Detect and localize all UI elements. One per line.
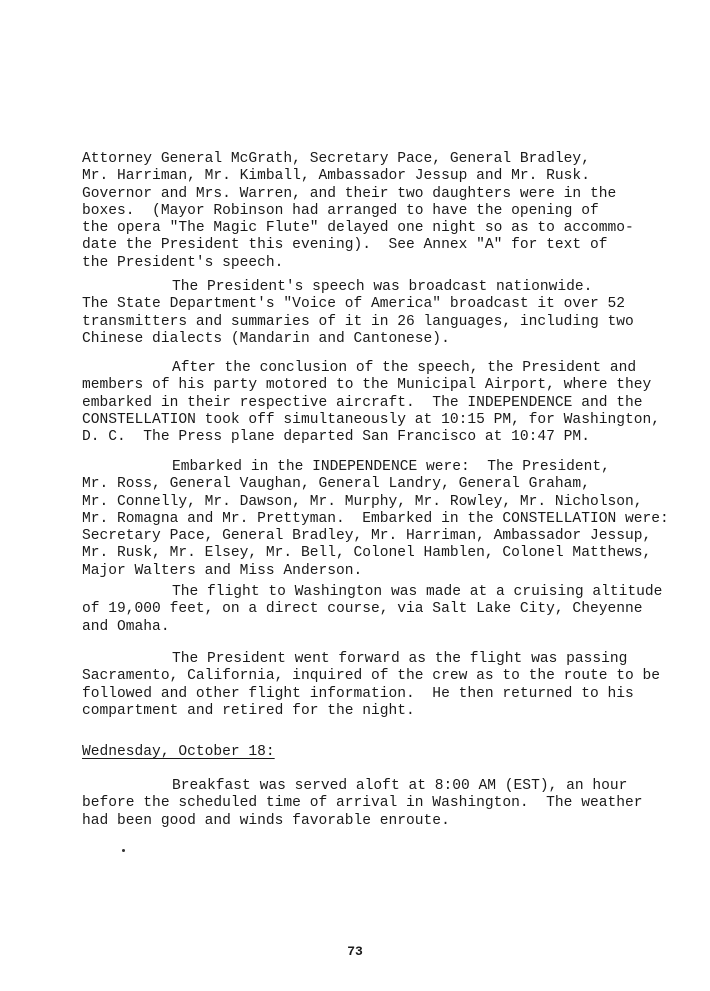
paragraph-attendees bbox=[82, 151, 642, 272]
text-line: Mr. Ross, General Vaughan, General Landry, General Graham, bbox=[82, 476, 590, 493]
text-line: embarked in their respective aircraft. The INDEPENDENCE and the bbox=[82, 394, 643, 411]
text-line: members of his party motored to the Municipal Airport, where they bbox=[82, 377, 652, 394]
text-line: the President's speech. bbox=[82, 254, 284, 271]
text-line: Major Walters and Miss Anderson. bbox=[82, 562, 363, 579]
paragraph-flight-route bbox=[82, 584, 663, 636]
text-line: of 19,000 feet, on a direct course, via Salt Lake City, Cheyenne bbox=[82, 601, 643, 618]
text-line: the opera "The Magic Flute" delayed one night so as to accommo- bbox=[82, 220, 634, 237]
text-line: The President went forward as the flight was passing bbox=[172, 651, 628, 667]
text-line: and Omaha. bbox=[82, 618, 170, 635]
text-line: compartment and retired for the night. bbox=[82, 702, 415, 719]
paragraph-embarked bbox=[82, 459, 669, 580]
text-line: The President's speech was broadcast nationwide. bbox=[172, 279, 593, 295]
text-line: followed and other flight information. He then returned to his bbox=[82, 685, 634, 702]
text-line: Mr. Romagna and Mr. Prettyman. Embarked in the CONSTELLATION were: bbox=[82, 510, 669, 527]
page-number: 73 bbox=[347, 944, 363, 959]
text-line: Attorney General McGrath, Secretary Pace, General Bradley, bbox=[82, 151, 590, 167]
text-line: transmitters and summaries of it in 26 languages, including two bbox=[82, 313, 634, 330]
text-line: After the conclusion of the speech, the President and bbox=[172, 360, 637, 376]
text-line: boxes. (Mayor Robinson had arranged to have the opening of bbox=[82, 202, 599, 219]
text-line: CONSTELLATION took off simultaneously at 10:15 PM, for Washington, bbox=[82, 411, 661, 428]
text-line: Mr. Connelly, Mr. Dawson, Mr. Murphy, Mr. Rowley, Mr. Nicholson, bbox=[82, 493, 643, 510]
text-line: Mr. Rusk, Mr. Elsey, Mr. Bell, Colonel Hamblen, Colonel Matthews, bbox=[82, 545, 652, 562]
text-line: Governor and Mrs. Warren, and their two daughters were in the bbox=[82, 185, 617, 202]
text-line: The State Department's "Voice of America" broadcast it over 52 bbox=[82, 296, 625, 313]
text-line: The flight to Washington was made at a cruising altitude bbox=[172, 584, 663, 600]
text-line: Chinese dialects (Mandarin and Cantonese). bbox=[82, 330, 450, 347]
text-line: Mr. Harriman, Mr. Kimball, Ambassador Jessup and Mr. Rusk. bbox=[82, 168, 590, 185]
paragraph-broadcast bbox=[82, 279, 642, 348]
text-line: Embarked in the INDEPENDENCE were: The President, bbox=[172, 459, 610, 475]
text-line: date the President this evening). See Annex "A" for text of bbox=[82, 237, 608, 254]
text-line: had been good and winds favorable enroute. bbox=[82, 812, 450, 829]
text-line: Breakfast was served aloft at 8:00 AM (EST), an hour bbox=[172, 778, 628, 794]
text-line: Sacramento, California, inquired of the crew as to the route to be bbox=[82, 668, 661, 685]
text-line: D. C. The Press plane departed San Francisco at 10:47 PM. bbox=[82, 429, 590, 446]
paragraph-breakfast bbox=[82, 778, 642, 830]
paragraph-departure bbox=[82, 360, 661, 446]
section-heading-date: Wednesday, October 18: bbox=[82, 744, 275, 760]
text-line: Secretary Pace, General Bradley, Mr. Harriman, Ambassador Jessup, bbox=[82, 528, 652, 545]
ink-speck bbox=[122, 849, 125, 852]
paragraph-president-forward bbox=[82, 651, 661, 720]
text-line: before the scheduled time of arrival in Washington. The weather bbox=[82, 795, 643, 812]
